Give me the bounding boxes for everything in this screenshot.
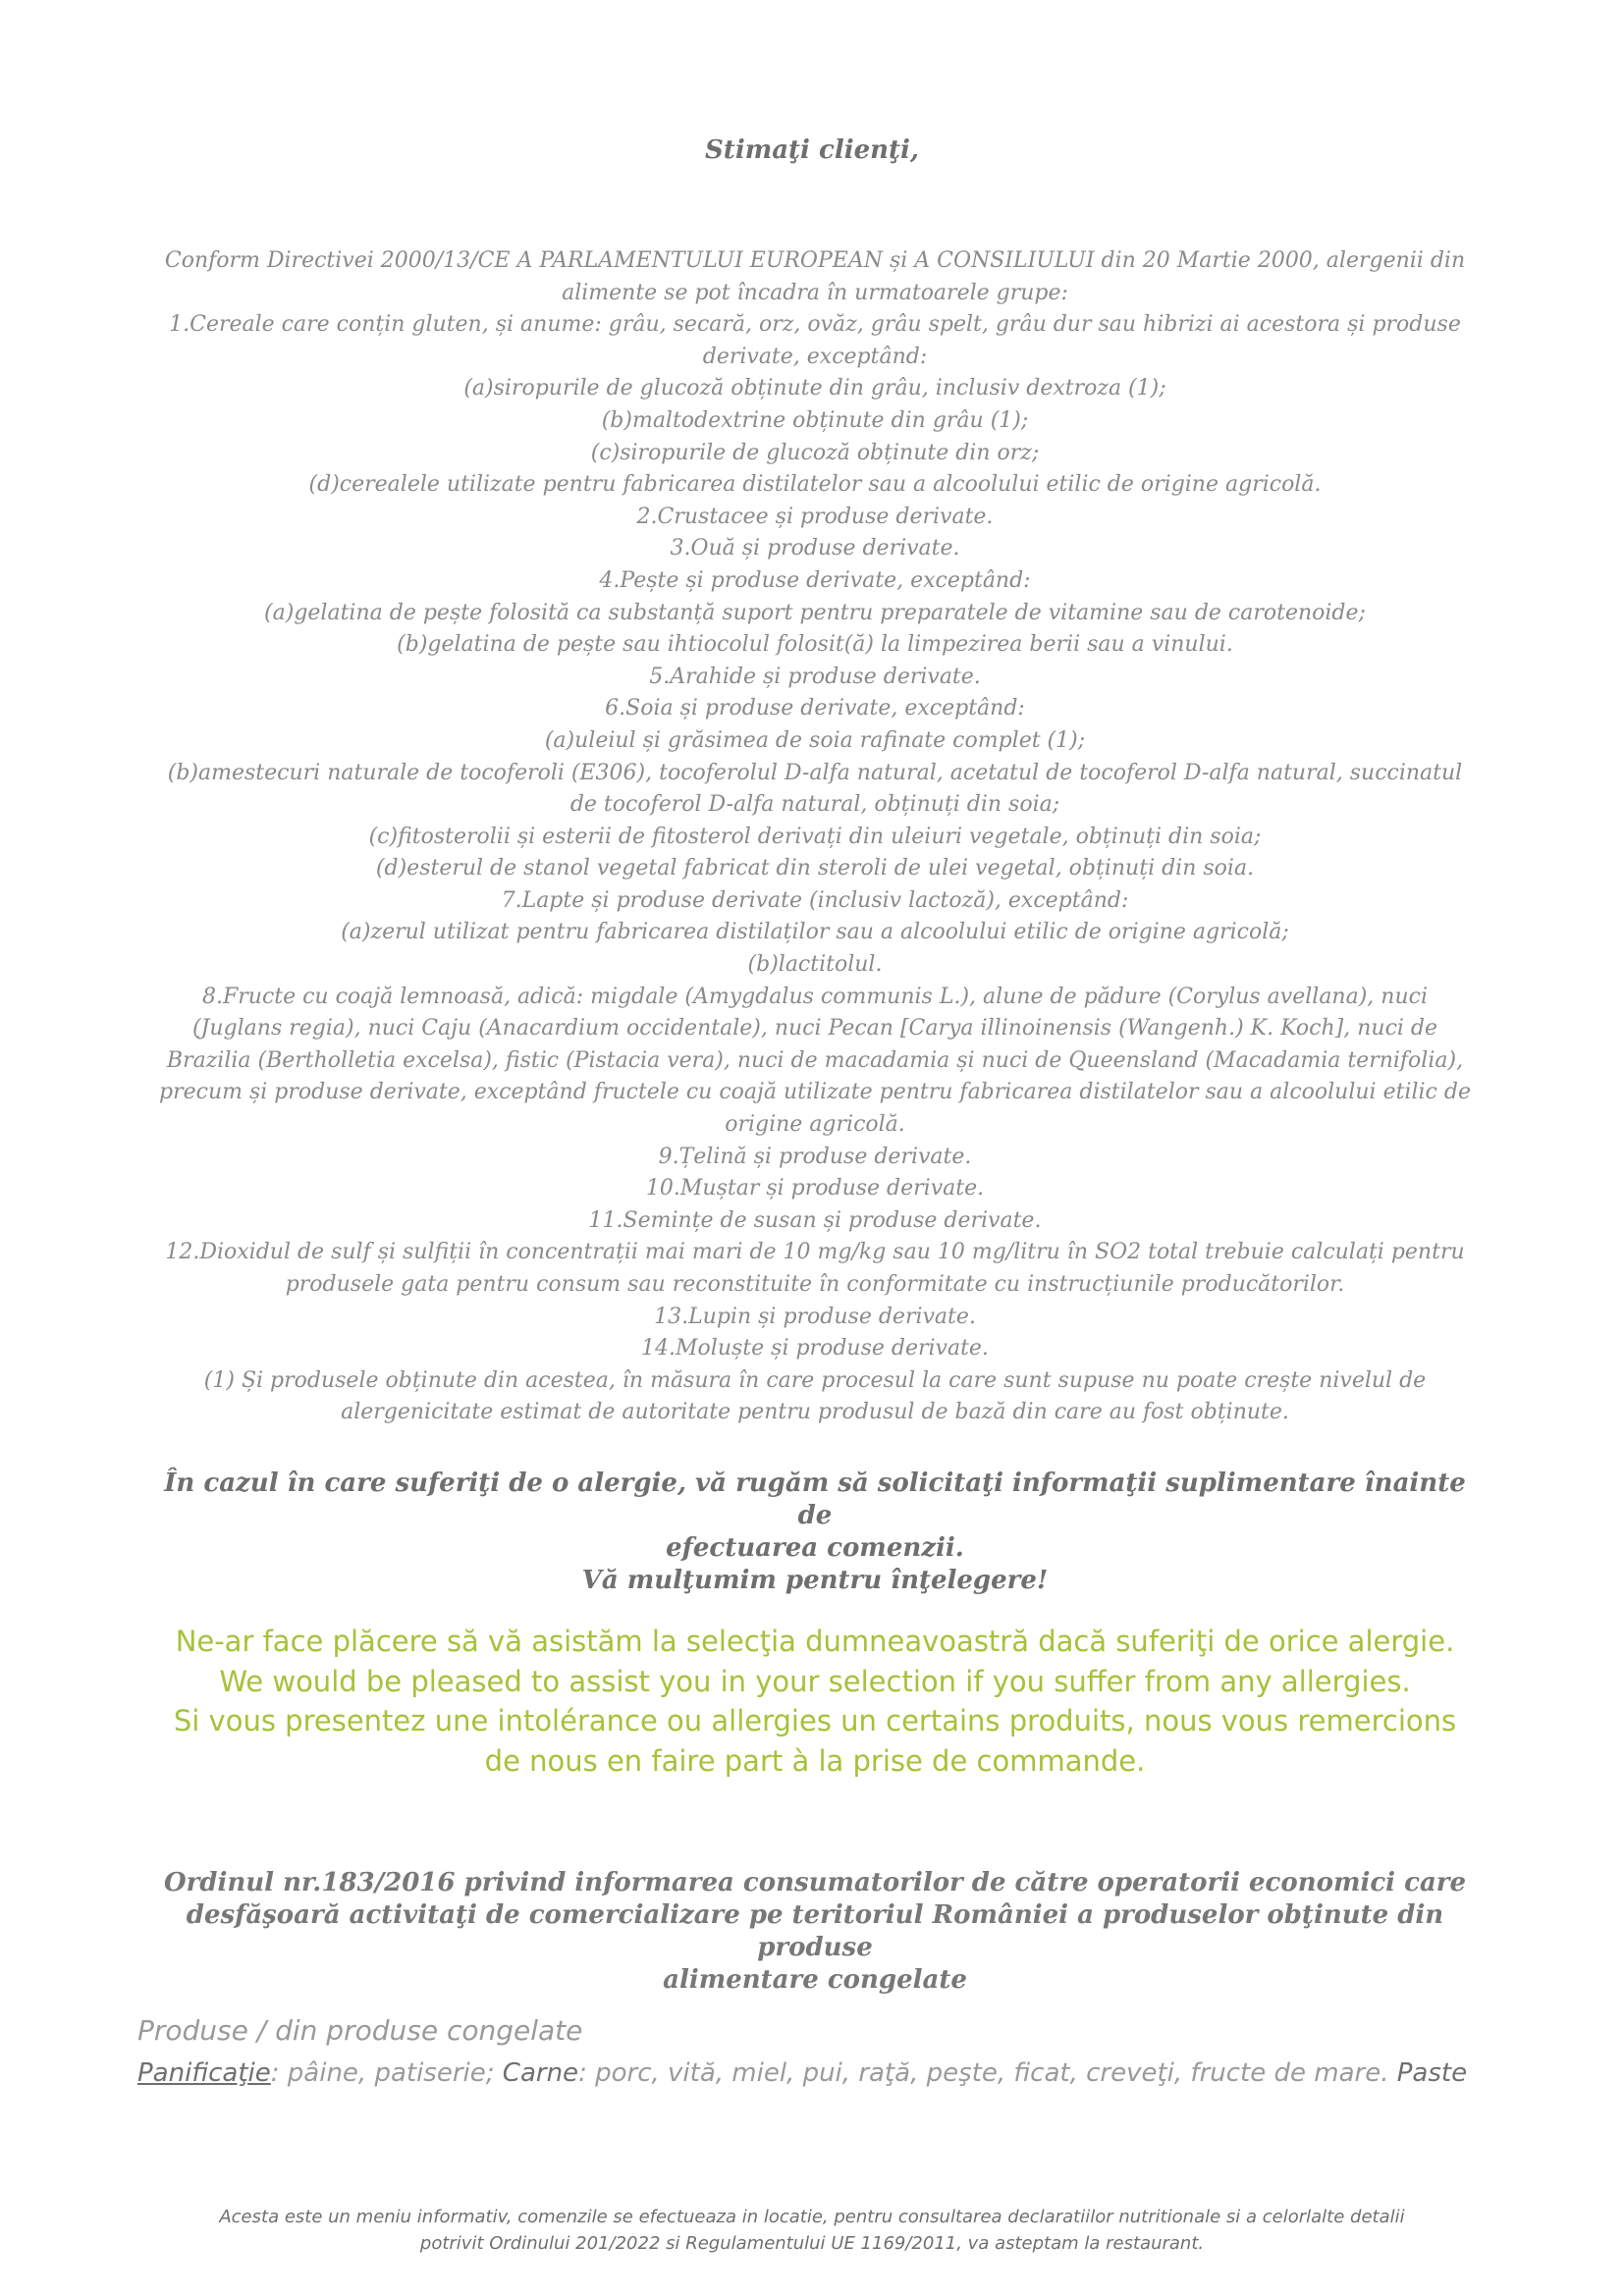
allergen-list (137, 245, 1492, 1429)
page-title: Stimaţi clienţi, (705, 135, 919, 165)
ordinance-line: desfăşoară activitaţi de comercializare pe teritoriul României a produselor obţinute din produse (186, 1900, 1444, 1962)
multilingual-line: Si vous presentez une intolérance ou allergies un certains produits, nous vous remercions (173, 1704, 1457, 1737)
allergen-line: (b)maltodextrine obținute din grâu (1); (601, 407, 1029, 433)
allergen-line: (d)cerealele utilizate pentru fabricarea distilatelor sau a alcoolului etilic de origine agricolă. (308, 472, 1322, 498)
footer-line: Acesta este un meniu informativ, comenzile se efectueaza in locatie, pentru consultarea declaratiilor nutritionale si a celorlalte detalii (219, 2207, 1405, 2227)
allergen-line: 9.Țelină și produse derivate. (658, 1144, 972, 1169)
allergen-line: alergenicitate estimat de autoritate pentru produsul de bază din care au fost obținute. (341, 1400, 1289, 1425)
allergen-line: 6.Soia și produse derivate, exceptând: (605, 696, 1025, 721)
allergy-request-notice (157, 1468, 1473, 1597)
footer-disclaimer (147, 2204, 1477, 2257)
allergen-line: (c)fitosterolii și esterii de fitosterol derivați din uleiuri vegetale, obținuți din soia; (368, 824, 1262, 849)
carne-items: : porc, vită, miel, pui, raţă, peşte, ficat, creveţi, fructe de mare. (578, 2058, 1397, 2088)
panificatie-label: Panificaţie (137, 2058, 271, 2088)
allergen-line: (a)zerul utilizat pentru fabricarea distilaților sau a alcoolului etilic de origine agricolă; (341, 920, 1289, 945)
allergen-line: (1) Și produsele obținute din acestea, în măsura în care procesul la care sunt supuse nu poate crește nivelul de (203, 1367, 1427, 1393)
allergen-line: 10.Muștar și produse derivate. (645, 1176, 985, 1201)
allergen-line: 3.Ouă și produse derivate. (670, 536, 960, 561)
paste-label: Paste (1396, 2058, 1468, 2088)
allergen-line: (b)amestecuri naturale de tocoferoli (E306), tocoferolul D-alfa natural, acetatul de tocoferol D-alfa natural, succinatul (167, 760, 1463, 785)
footer-line: potrivit Ordinului 201/2022 si Regulamentului UE 1169/2011, va asteptam la restaurant. (419, 2233, 1205, 2254)
allergen-line: (a)siropurile de glucoză obținute din grâu, inclusiv dextroza (1); (463, 376, 1166, 401)
multilingual-line: Ne-ar face plăcere să vă asistăm la selecţia dumneavoastră dacă suferiţi de orice alergie. (175, 1625, 1455, 1658)
frozen-products-title: Produse / din produse congelate (137, 2014, 583, 2047)
multilingual-assist-notice (108, 1622, 1522, 1781)
carne-label: Carne (502, 2058, 579, 2088)
allergen-line: 7.Lapte și produse derivate (inclusiv lactoză), exceptând: (501, 887, 1129, 913)
allergen-line: produsele gata pentru consum sau reconstituite în conformitate cu instrucțiunile producătorilor. (285, 1272, 1345, 1297)
allergen-line: (Juglans regia), nuci Caju (Anacardium occidentale), nuci Pecan [Carya illinoinensis (Wangenh.) K. Koch], nuci de (191, 1016, 1438, 1041)
allergen-line: Conform Directivei 2000/13/CE A PARLAMENTULUI EUROPEAN și A CONSILIULUI din 20 Martie 2000, alergenii din (164, 248, 1466, 273)
allergen-line: 13.Lupin și produse derivate. (654, 1304, 976, 1329)
allergen-line: (a)gelatina de pește folosită ca substanță suport pentru preparatele de vitamine sau de carotenoide; (264, 600, 1366, 625)
panificatie-items: : pâine, patiserie; (270, 2058, 503, 2088)
allergen-line: precum și produse derivate, exceptând fructele cu coajă utilizate pentru fabricarea distilatelor sau a alcoolului etilic de (159, 1080, 1471, 1105)
allergen-line: alimente se pot încadra în urmatoarele grupe: (562, 280, 1068, 305)
allergen-line: 11.Semințe de susan și produse derivate. (588, 1207, 1042, 1233)
allergen-line: de tocoferol D-alfa natural, obținuți din soia; (569, 792, 1060, 818)
multilingual-line: We would be pleased to assist you in your selection if you suffer from any allergies. (219, 1664, 1411, 1698)
allergen-line: derivate, exceptând: (702, 344, 928, 369)
allergen-line: (b)lactitolul. (747, 952, 883, 978)
multilingual-line: de nous en faire part à la prise de commande. (484, 1743, 1146, 1778)
allergen-line: 14.Moluște și produse derivate. (641, 1336, 989, 1362)
ordinance-line: Ordinul nr.183/2016 privind informarea consumatorilor de către operatorii economici care (163, 1868, 1467, 1897)
allergen-line: Brazilia (Bertholletia excelsa), fistic (Pistacia vera), nuci de macadamia și nuci de Queensland (Macadamia ternifolia), (166, 1047, 1464, 1073)
allergen-line: (c)siropurile de glucoză obținute din orz; (590, 440, 1040, 465)
allergen-line: 8.Fructe cu coajă lemnoasă, adică: migdale (Amygdalus communis L.), alune de pădure (Corylus avellana), nuci (202, 984, 1428, 1009)
allergen-line: 5.Arahide și produse derivate. (649, 664, 981, 689)
request-line: efectuarea comenzii. (666, 1533, 964, 1563)
allergen-line: 4.Pește și produse derivate, exceptând: (599, 567, 1031, 593)
request-line: În cazul în care suferiţi de o alergie, vă rugăm să solicitaţi informaţii suplimentare înainte de (164, 1468, 1466, 1530)
allergen-line: (d)esterul de stanol vegetal fabricat din steroli de ulei vegetal, obținuți din soia. (375, 856, 1255, 881)
allergen-line: 1.Cereale care conțin gluten, și anume: grâu, secară, orz, ovăz, grâu spelt, grâu dur sau hibrizi ai acestora și produse (169, 312, 1461, 338)
allergen-line: (a)uleiul și grăsimea de soia rafinate complet (1); (544, 727, 1086, 753)
allergen-line: 12.Dioxidul de sulf și sulfiții în concentrații mai mari de 10 mg/kg sau 10 mg/litru în SO2 total trebuie calculați pentru (165, 1240, 1465, 1265)
allergen-line: origine agricolă. (725, 1112, 905, 1138)
frozen-products-line (137, 2058, 1512, 2088)
request-line: Vă mulţumim pentru înţelegere! (581, 1566, 1049, 1595)
ordinance-line: alimentare congelate (663, 1965, 967, 1995)
ordinance-heading (137, 1867, 1492, 1997)
allergen-line: (b)gelatina de pește sau ihtiocolul folosit(ă) la limpezirea berii sau a vinului. (397, 632, 1233, 658)
allergen-line: 2.Crustacee și produse derivate. (636, 504, 994, 529)
